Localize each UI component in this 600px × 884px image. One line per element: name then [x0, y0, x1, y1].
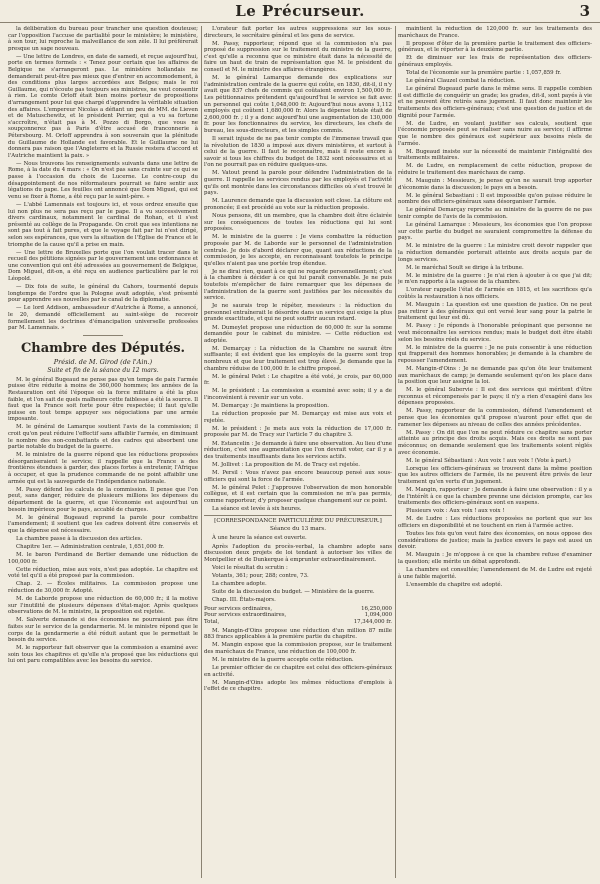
- paragraph: M. de Ludre, en voulant justifier ses calculs, soutient que l'économie proposée peut se réaliser sans nuire au service; il affirme que le nombre des généraux est supérieur aux besoins réels de l'armée.: [398, 120, 592, 147]
- budget-row: [204, 619, 392, 626]
- paragraph: M. le ministre de la guerre répond que les réductions proposées désorganiseraient le service; il rappelle que la France a des frontières étendues à garder, des places fortes à entretenir, l'Afrique à occuper, et que la prudence commande de ne point affaiblir une armée qui est la sauvegarde de l'indépendance nationale.: [8, 452, 198, 485]
- paragraph: M. le ministre de la guerre : Je n'ai rien à ajouter à ce que j'ai dit; je m'en rapporte à la sagesse de la chambre.: [398, 272, 592, 286]
- paragraph: M. Mangin-d'Oins adopte les mêmes réductions d'emplois à l'effet de ce chapitre.: [204, 679, 392, 693]
- paragraph: Chap. III. États-majors.: [212, 597, 276, 604]
- correspondence-heading: [CORRESPONDANCE PARTICULIÈRE DU PRÉCURSEUR.]: [204, 515, 392, 525]
- paragraph: À une heure la séance est ouverte.: [212, 535, 307, 542]
- paragraph: M. le général Pelet : Le chapitre a été voté, je crois, par 60,000 fr.: [204, 373, 392, 387]
- page-header: [0, 0, 600, 23]
- paragraph: M. le général Sebastiani : Il est impossible qu'on puisse réduire le nombre des officiers-généraux sans désorganiser l'armée.: [398, 192, 592, 206]
- paragraph: M. le président : La commission a examiné avec soin; il y a de l'inconvénient à revenir sur un vote.: [204, 388, 392, 401]
- session-subtitle: Suite et fin de la séance du 12 mars.: [47, 366, 159, 374]
- paragraph: La réduction proposée par M. Demarçay est mise aux voix et rejetée.: [204, 411, 392, 424]
- page-number: 3: [579, 2, 590, 20]
- divider: [83, 335, 123, 336]
- paragraph: — Nous trouvons les renseignements suivants dans une lettre de Rome, à la date du 4 mars : « On n'est pas sans crainte sur ce qui se passe à l'occasion du choix de Lucerne. Le contre-coup du désappointement de nos réformateurs pourrait se faire sentir aux légations du pape. Les feuilles ont annoncé que Dom Miguel, qui est venu se fixer à Rome, a été reçu par le saint-père. »: [8, 160, 198, 200]
- paragraph: M. Mauguin : Je m'oppose à ce que la chambre refuse d'examiner la question; elle mérite un débat approfondi.: [398, 552, 592, 565]
- paragraph: M. Mauguin : Messieurs, je pense qu'on ne saurait trop apporter d'économie dans la discussion; le pays en a besoin.: [398, 177, 592, 191]
- paragraph: M. Passy : On dit que l'on ne peut réduire ce chapitre sans porter atteinte au principe des droits acquis. Mais ces droits ne sont pas méconnus; on demande seulement que les traitements soient réglés avec économie.: [398, 429, 592, 456]
- section-title: Chambre des Députés.: [20, 340, 186, 356]
- paragraph: M. le ministre de la guerre accepte cette réduction.: [212, 656, 354, 663]
- paragraph: M. le général Subervie : Il est des services qui méritent d'être reconnus et récompensés par le pays; il n'y a rien d'exagéré dans les dépenses proposées.: [398, 387, 592, 407]
- paragraph: Le premier officier de ce chapitre est celui des officiers-généraux en activité.: [204, 665, 392, 678]
- paragraph: M. de Ludre, en remplacement de cette réduction, propose de réduire le traitement des maréchaux de camp.: [398, 163, 592, 176]
- paragraph: M. Demarçay : La réduction de la Chambre ne saurait être suffisante; il est évident que les employés de la guerre sont trop nombreux et que leur traitement est trop élevé. Je demande que la chambre réduise de 100,000 fr. le chiffre proposé.: [204, 345, 392, 372]
- paragraph: M. le général Bugeaud reprend la parole pour combattre l'amendement; il soutient que les cadres doivent être conservés et que la dépense est nécessaire.: [8, 514, 198, 534]
- column-1-articles: [8, 26, 198, 332]
- paragraph: Plusieurs voix : Aux voix ! aux voix !: [406, 508, 505, 515]
- paragraph: Cette réduction, mise aux voix, n'est pas adoptée. Le chapitre est voté tel qu'il a été proposé par la commission.: [8, 566, 198, 580]
- paragraph: la délibération du bureau pour trancher une question douteuse; car l'opposition l'accuse de partialité pour le ministère; le ministère, à son tour, lui reproche la malveillance de son zèle. Il lui préférerait presque un sage nouveau.: [8, 26, 198, 52]
- paragraph: M. Persil : Vous n'avez pas encore beaucoup pensé aux sous-officiers qui sont la force de l'armée.: [204, 469, 392, 483]
- paragraph: M. le général Pelet : J'approuve l'observation de mon honorable collègue, et il est certain que la commission ne m'a pas permis, comme rapporteur, d'y proposer quelque changement sur ce point.: [204, 484, 392, 504]
- paragraph: La chambre adopte.: [212, 581, 267, 588]
- paragraph: Le général Bugeaud parle dans le même sens. Il rappelle combien il est difficile de conquérir un grade; les grades, dit-il, sont payés à vie et ne peuvent être retirés sans jugement. Il faut donc maintenir les traitements des officiers-généraux; c'est une question de justice et de dignité pour l'armée.: [398, 86, 592, 119]
- paragraph: Lorsque les officiers-généraux se trouvent dans la même position que les autres officiers de l'armée, ils ne peuvent être privés de leur traitement qu'en vertu d'un jugement.: [398, 465, 592, 485]
- paragraph: M. Passy : Je réponds à l'honorable préopinant que personne ne veut méconnaître les services rendus; mais le budget doit être établi selon les besoins réels du service.: [398, 323, 592, 343]
- column-rule: [395, 26, 396, 878]
- paragraph: Le général Lamarque : Messieurs, les économies que l'on propose sur cette partie du budget ne sauraient compromettre la défense du pays.: [398, 222, 592, 242]
- paragraph: M. le général de Lamarque soutient l'avis de la commission; il croit qu'on peut réduire l'effectif sans affaiblir l'armée, en diminuant le nombre des non-combattants et des cadres qui absorbent une partie notable du budget de la guerre.: [8, 424, 198, 451]
- paragraph: M. Laurence demande que la discussion soit close. La clôture est prononcée; il est procédé au vote sur la réduction proposée.: [204, 198, 392, 211]
- paragraph: M. de Ludre : Les réductions proposées ne portent que sur les officiers en disponibilité et ne touchent en rien à l'armée active.: [398, 516, 592, 529]
- paragraph: M. Jollivet : La proposition de M. de Tracy est rejetée.: [212, 461, 361, 468]
- paragraph: M. le rapporteur fait observer que la commission a examiné avec soin tous les chapitres et qu'elle n'a proposé que les réductions qui lui ont paru compatibles avec les besoins du service.: [8, 645, 198, 665]
- paragraph: M. le ministre de la guerre : Je viens combattre la réduction proposée par M. de Laborde sur le personnel de l'administration centrale. Je dois d'abord déclarer que, quant aux réductions de la commission, je les accepte, en reconnaissant toutefois le principe qu'elles n'aient pas une portée trop étendue.: [204, 234, 392, 267]
- paragraph: M. Demarçay : Je maintiens la proposition.: [212, 403, 329, 410]
- budget-label: Pour services extraordinaires,: [204, 612, 287, 619]
- paragraph: M. Passy défend les calculs de la commission. Il pense que l'on peut, sans danger, réduire de plusieurs millions les dépenses du département de la guerre, et que l'économie est aujourd'hui un besoin impérieux pour le pays, accablé de charges.: [8, 486, 198, 513]
- column-3: [398, 26, 592, 878]
- paragraph: maintient la réduction de 120,000 fr. sur les traitements des maréchaux de France.: [398, 26, 592, 39]
- paragraph: Il propose d'ôter de la première partie le traitement des officiers-généraux, et le réporter à la deuxième partie.: [398, 40, 592, 54]
- paragraph: L'orateur fait porter les autres suppressions sur les sous-directeurs, le secrétaire général et les gens de service.: [204, 26, 392, 39]
- paragraph: M. Passy, rapporteur, répond que si la commission n'a pas proposé de suppression sur le traitement du ministre de la guerre, c'est qu'elle a reconnu que ce ministre était dans la nécessité de faire un haut de train de représentation que M. le président du conseil et M. le ministre des affaires étrangères.: [204, 40, 392, 74]
- correspondence-report: [204, 535, 392, 603]
- paragraph: M. Estancelin : Je demande à faire une observation. Au lieu d'une réduction, c'est une augmentation que l'on devrait voter, car il y a des traitements insuffisants dans les services actifs.: [204, 440, 392, 460]
- budget-label: Total,: [204, 619, 220, 625]
- budget-table: [204, 606, 392, 626]
- column-2-continuation: [204, 628, 392, 693]
- column-2: [204, 26, 392, 878]
- paragraph: Le général Clauzel combat la réduction.: [406, 78, 516, 85]
- paragraph: La chambre est consultée; l'amendement de M. de Ludre est rejeté à une faible majorité.: [398, 567, 592, 580]
- paragraph: M. Dumeylet propose une réduction de 60,000 fr. sur la somme demandée pour le cabinet du ministre. — Cette réduction est adoptée.: [204, 324, 392, 344]
- budget-label: Pour services ordinaires,: [204, 605, 273, 612]
- paragraph: M. Salverte demande si des économies ne pourraient pas être faites sur le service de la gendarmerie. M. le ministre répond que le corps de la gendarmerie a été réduit autant que le permettait le besoin du service.: [8, 617, 198, 644]
- paragraph: M. Mangin-d'Oins : Je ne demande pas qu'on ôte leur traitement aux maréchaux de camp; je demande seulement qu'on les place dans la position que leur assigne la loi.: [398, 365, 592, 386]
- masthead: Le Précurseur.: [235, 2, 365, 20]
- paragraph: — L'abbé Lamennais est toujours ici, et vous ordrez ensuite que lui non plus ne sera pas reçu par le pape. Il a vu successivement divers cardinaux, notamment le cardinal de Rohan, et il s'est présenté au collège de la Propagande. On croit que ses intentions ne sont pas tout à fait pures, et que le voyage fait par lui n'est dirigé, selon ses espérances, que vers la situation de l'Église de France et le triomphe de la cause qu'il a prise en main.: [8, 201, 198, 248]
- paragraph: M. Mangin expose que la commission propose, sur le traitement des maréchaux de France, une réduction de 100,000 fr.: [204, 642, 392, 655]
- paragraph: — Une lettre de Londres, en date de samedi, et reçue aujourd'hui, porte en termes formels : « Tenez pour certain que les affaires de Belgique ne s'arrangeront pas. Le ministère hollandais ne demanderait peut-être pas mieux que d'entrer en accommodement, à des conditions plus larges accordées aux Belges; mais le roi Guillaume, qui n'écoute pas toujours ses ministres, ne veut consentir à rien. Le comte Orloff était bien moins porteur de propositions d'arrangement pour lui que chargé d'apprendre la véritable situation des affaires. L'empereur Nicolas a défiant un peu de MM. de Lieven et de Matuschewitz, et le président Perrier, qui a vu sa fortune s'accroître, n'était pas à M. Pozzo di Borgo, que vous ne soupçonnerez pas à Paris d'être accusé de franconnerie à Pétersbourg. M. Orloff apprendra à son souverain que la plénitude du Guillaume de Hollande est favorable. Et le Guillaume ne lui donnera pas raison que l'Angleterre et la Russie restera d'accord et l'Autriche maintient la paix. »: [8, 53, 198, 159]
- paragraph: M. Mangin-d'Oins propose une réduction d'un million 87 mille 883 francs applicables à la première partie du chapitre.: [204, 627, 392, 641]
- paragraph: Toutes les fois qu'on veut faire des économies, on nous oppose des considérations de justice; mais la justice envers le pays est aussi un devoir.: [398, 531, 592, 551]
- paragraph: Je ne dirai rien, quant à ce qui ne regarde personnellement; c'est à la chambre à décider à ce qui lui paraît convenable. Je ne puis toutefois m'empêcher de faire remarquer que les dépenses de l'administration de la guerre sont justifiées par les nécessités du service.: [204, 268, 392, 302]
- paragraph: Votants, 361; pour, 288; contre, 73.: [212, 572, 309, 579]
- paragraph: M. le ministre de la guerre : Le ministre croit devoir rappeler que la réduction demandée porterait atteinte aux droits acquis par de longs services.: [398, 243, 592, 263]
- column-3-articles: [398, 26, 592, 588]
- presidence-line: Présid. de M. Girod (de l'Ain.): [53, 357, 153, 366]
- paragraph: — Le lord Addison, ambassadeur d'Autriche à Rome, a annoncé, le 20, demandé officiellement au saint-siège de recevoir formellement les doctrines d'émancipation universelle professées par M. Lamennais. »: [8, 305, 198, 332]
- column-2-articles: [204, 26, 392, 512]
- paragraph: Le général Demarçay reproche au ministre de la guerre de ne pas tenir compte de l'avis de la commission.: [398, 207, 592, 220]
- paragraph: M. de Laborde propose une réduction de 60,000 fr.; il la motive sur l'inutilité de plusieurs dépenses d'état-major. Après quelques observations de M. le ministre, la proposition est rejetée.: [8, 596, 198, 616]
- paragraph: L'orateur rappelle l'état de l'armée en 1815, et les sacrifices qu'a coûtés la restauration à nos officiers.: [398, 287, 592, 300]
- newspaper-columns: [8, 26, 592, 878]
- column-1: [8, 26, 198, 878]
- paragraph: Suite de la discussion du budget. — Ministère de la guerre.: [212, 589, 375, 596]
- paragraph: — Dix fois de suite, le général du Cahors, tourmenté depuis longtemps de l'ordre que la Pologne avait adoptée, s'est présenté pour apprendre ses nouvelles par le canal de la diplomatie.: [8, 284, 198, 304]
- column-rule: [201, 26, 202, 878]
- paragraph: M. le général Bugeaud ne pense pas qu'en temps de paix l'armée puisse être réduite à moins de 360,000 hommes; les années de la Restauration ont été l'époque où la force militaire a été la plus faible, et l'on sait de quels malheurs cette faiblesse a été la source. Il faut que la France soit forte pour être respectée; il faut qu'elle puisse en tout temps appuyer ses négociations par une armée imposante.: [8, 376, 198, 423]
- budget-value: 16,250,000: [361, 605, 392, 612]
- paragraph: Voici le résultat du scrutin :: [212, 564, 288, 571]
- paragraph: M. Passy, rapporteur de la commission, défend l'amendement et pense que les économies qu'il propose n'auront pour effet que de ramener les dépenses au niveau de celles des années précédentes.: [398, 408, 592, 428]
- budget-row: [204, 606, 392, 613]
- paragraph: M. le général Sébastiani : Aux voix ! aux voix ! (Vote à part.): [406, 457, 571, 464]
- budget-value: 1,094,000: [364, 612, 392, 619]
- paragraph: Et de diminuer sur les frais de représentation des officiers-généraux employés.: [398, 55, 592, 68]
- paragraph: Après l'adoption du procès-verbal, la chambre adopte sans discussion deux projets de loi tendant à autoriser les villes de Montpellier et de Dunkerque à emprunter extraordinairement.: [204, 543, 392, 563]
- paragraph: Je ne saurais trop le répéter, messieurs : la réduction du personnel entraînerait le désordre dans un service qui exige la plus grande exactitude, et qui ne peut souffrir aucun retard.: [204, 303, 392, 323]
- paragraph: M. le maréchal Soult se dirige à la tribune.: [406, 264, 524, 271]
- paragraph: M. le général Lamarque demande des explications sur l'administration centrale de la guerre qui coûte, en 1830, dit-il, il n'y avait que 837 chefs de commis qui coûtaient environ 1,500,000 fr. Les pétitionnaires prétendent qu'aujourd'hui le service se fait avec un personnel qui coûte 1,048,000 fr. Aujourd'hui nous avons 1,112 employés qui coûtent 1,680,000 fr. Alors la dépense totale était de 2,600,000 fr. ; il y a donc aujourd'hui une augmentation de 130,000 fr. pour les fonctionnaires du service, les directeurs, les chefs de bureau, les sous-directeurs, et les simples commis.: [204, 75, 392, 134]
- chamber-report: [8, 377, 198, 665]
- paragraph: Il serait injuste de ne pas tenir compte de l'immense travail que la révolution de 1830 a imposé aux divers ministères, et surtout à celui de la guerre. Il faut le reconnaître, mais il reste encore à savoir si tous les chiffres du budget de 1832 sont nécessaires et si l'on ne pourrait pas en réduire quelques-uns.: [204, 136, 392, 169]
- paragraph: Chapitre 1er. — Administration centrale, 1,651,000 fr.: [16, 543, 165, 550]
- paragraph: — Une lettre de Bruxelles porte que l'on voulait tracer dans le recueil des pétitions signées par le gouvernement une ordonnance et une convention qui ont été adressées au gouvernement de Belgique, Dom Miguel, dit-on, a été reçu en audience particulière par le roi Léopold.: [8, 249, 198, 282]
- paragraph: La séance est levée à six heures.: [212, 505, 302, 512]
- paragraph: M. le baron Ferdinand de Bertier demande une réduction de 100,000 fr.: [8, 552, 198, 565]
- paragraph: La chambre passe à la discussion des articles.: [16, 535, 143, 542]
- budget-value: 17,344,000 fr.: [353, 619, 392, 625]
- paragraph: M. Mauguin : La question est une question de justice. On ne peut pas retirer à des généraux qui ont versé leur sang pour la patrie le traitement qui leur est dû.: [398, 302, 592, 322]
- budget-row: [204, 612, 392, 619]
- paragraph: M. Mangin, rapporteur : Je demande à faire une observation : il y a de l'intérêt à ce que la chambre prenne une décision prompte, car les traitements des officiers-généraux sont en suspens.: [398, 487, 592, 507]
- paragraph: M. le président : Je mets aux voix la réduction de 17,000 fr. proposée par M. de Tracy sur l'article 7 du chapitre 3.: [204, 425, 392, 439]
- paragraph: M. Vatout prend la parole pour défendre l'administration de la guerre. Il rappelle les services rendus par les employés et l'activité qu'ils ont montrée dans les circonstances difficiles où s'est trouvé le pays.: [204, 170, 392, 197]
- session-date: Séance du 13 mars.: [269, 526, 327, 533]
- paragraph: M. le ministre de la guerre : Je ne puis consentir à une réduction qui frapperait des hommes honorables; je demande à la chambre de repousser l'amendement.: [398, 344, 592, 364]
- paragraph: L'ensemble du chapitre est adopté.: [406, 581, 503, 588]
- paragraph: Total de l'économie sur la première partie : 1,057,859 fr.: [406, 70, 562, 77]
- paragraph: Nous pensons, dit un membre, que la chambre doit être éclairée sur les conséquences de toutes les réductions qui lui sont proposées.: [204, 213, 392, 233]
- paragraph: M. Bugeaud insiste sur la nécessité de maintenir l'intégralité des traitements militaires.: [398, 148, 592, 162]
- paragraph: Chap. 2. — Écoles militaires. La commission propose une réduction de 30,000 fr. Adopté.: [8, 581, 198, 595]
